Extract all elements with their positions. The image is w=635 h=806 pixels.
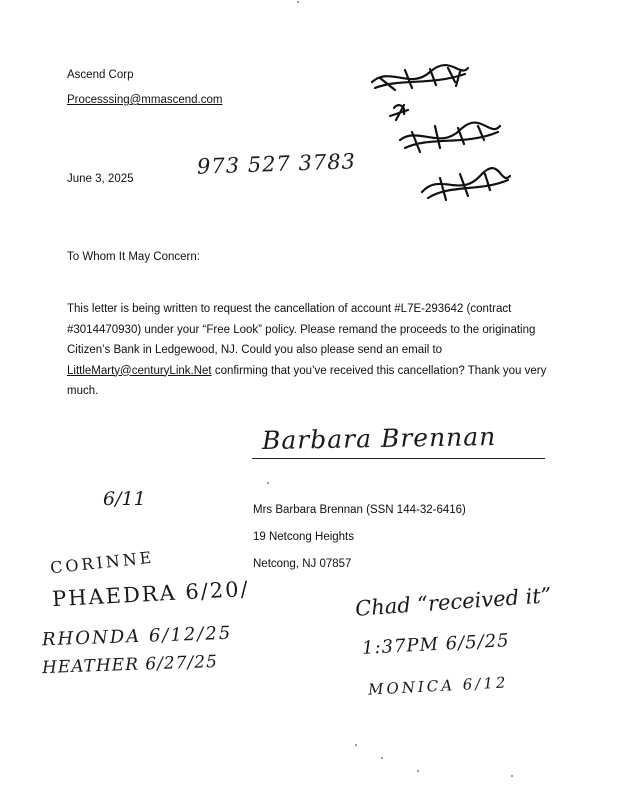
handwritten-date-left: 6/11 <box>103 488 146 510</box>
body-line-4-text: confirming that you’ve received this cancellation? Thank you very <box>211 364 547 377</box>
handwritten-time-date: 1:37PM 6/5/25 <box>361 630 511 659</box>
handwritten-rhonda: RHONDA 6/12/25 <box>41 622 233 651</box>
handwritten-phone: 973 527 3783 <box>196 149 357 179</box>
signer-address-1: 19 Netcong Heights <box>253 531 355 543</box>
signer-address-2: Netcong, NJ 07857 <box>253 558 352 570</box>
company-name: Ascend Corp <box>67 69 134 81</box>
letter-date: June 3, 2025 <box>67 173 134 185</box>
handwritten-corinne: CORINNE <box>49 547 156 578</box>
signer-name: Mrs Barbara Brennan (SSN 144-32-6416) <box>253 504 466 516</box>
body-line-1: This letter is being written to request the cancellation of account #L7E-293642 (contract <box>67 303 512 315</box>
reply-email-link[interactable]: LittleMarty@centuryLink.Net <box>67 364 212 377</box>
body-line-3: Citizen’s Bank in Ledgewood, NJ. Could you also please send an email to <box>67 344 443 356</box>
handwritten-heather: HEATHER 6/27/25 <box>41 651 219 679</box>
company-email[interactable]: Processsing@mmascend.com <box>67 94 223 106</box>
handwritten-monica: MONICA 6/12 <box>367 673 509 699</box>
body-line-2: #3014470930) under your “Free Look” policy. Please remand the proceeds to the originating <box>67 323 536 336</box>
handwritten-phaedra: PHAEDRA 6/20/ <box>51 576 251 612</box>
handwritten-received: Chad “received it” <box>354 583 553 621</box>
signature: Barbara Brennan <box>261 421 497 456</box>
salutation: To Whom It May Concern: <box>67 251 200 263</box>
body-line-5: much. <box>67 385 99 397</box>
